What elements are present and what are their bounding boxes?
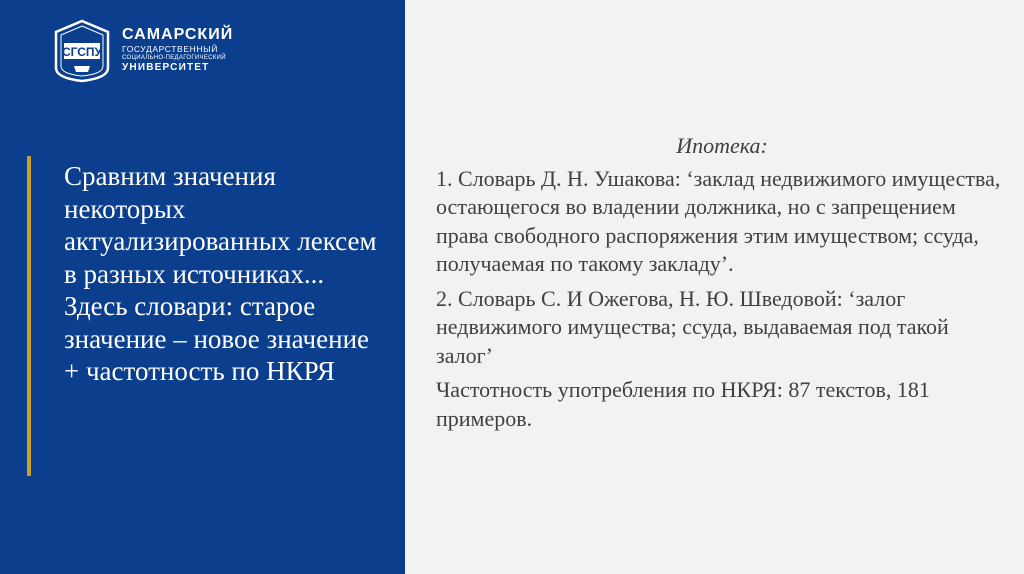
- logo-line-2: ГОСУДАРСТВЕННЫЙ: [122, 44, 218, 54]
- definition-ushakov: 1. Словарь Д. Н. Ушакова: ‘заклад недвижимого имущества, остающегося во владении должника, но с запрещением права свободного распоряжения этим имуществом; ссуда, получаемая по такому закладу’.: [436, 165, 1001, 276]
- left-heading-text: Сравним значения некоторых актуализированных лексем в разных источниках... Здесь словари: старое значение – новое значение + частотность по НКРЯ: [64, 161, 377, 386]
- definition-ozhegov: 2. Словарь С. И Ожегова, Н. Ю. Шведовой: ‘залог недвижимого имущества; ссуда, выдаваемая под такой залог’: [436, 285, 949, 368]
- frequency-note: Частотность употребления по НКРЯ: 87 текстов, 181 примеров.: [436, 377, 930, 431]
- right-content: [436, 132, 1008, 439]
- logo-line-3: СОЦИАЛЬНО-ПЕДАГОГИЧЕСКИЙ: [122, 54, 226, 61]
- logo-text: [122, 27, 233, 73]
- slide-term-title: Ипотека:: [676, 133, 768, 158]
- accent-bar: [27, 156, 31, 476]
- university-logo: [52, 18, 302, 86]
- logo-abbreviation: СГСПУ: [61, 45, 103, 59]
- logo-line-1: САМАРСКИЙ: [122, 26, 234, 43]
- university-emblem-icon: [52, 18, 112, 84]
- left-panel: [0, 0, 405, 574]
- logo-line-4: УНИВЕРСИТЕТ: [122, 61, 210, 73]
